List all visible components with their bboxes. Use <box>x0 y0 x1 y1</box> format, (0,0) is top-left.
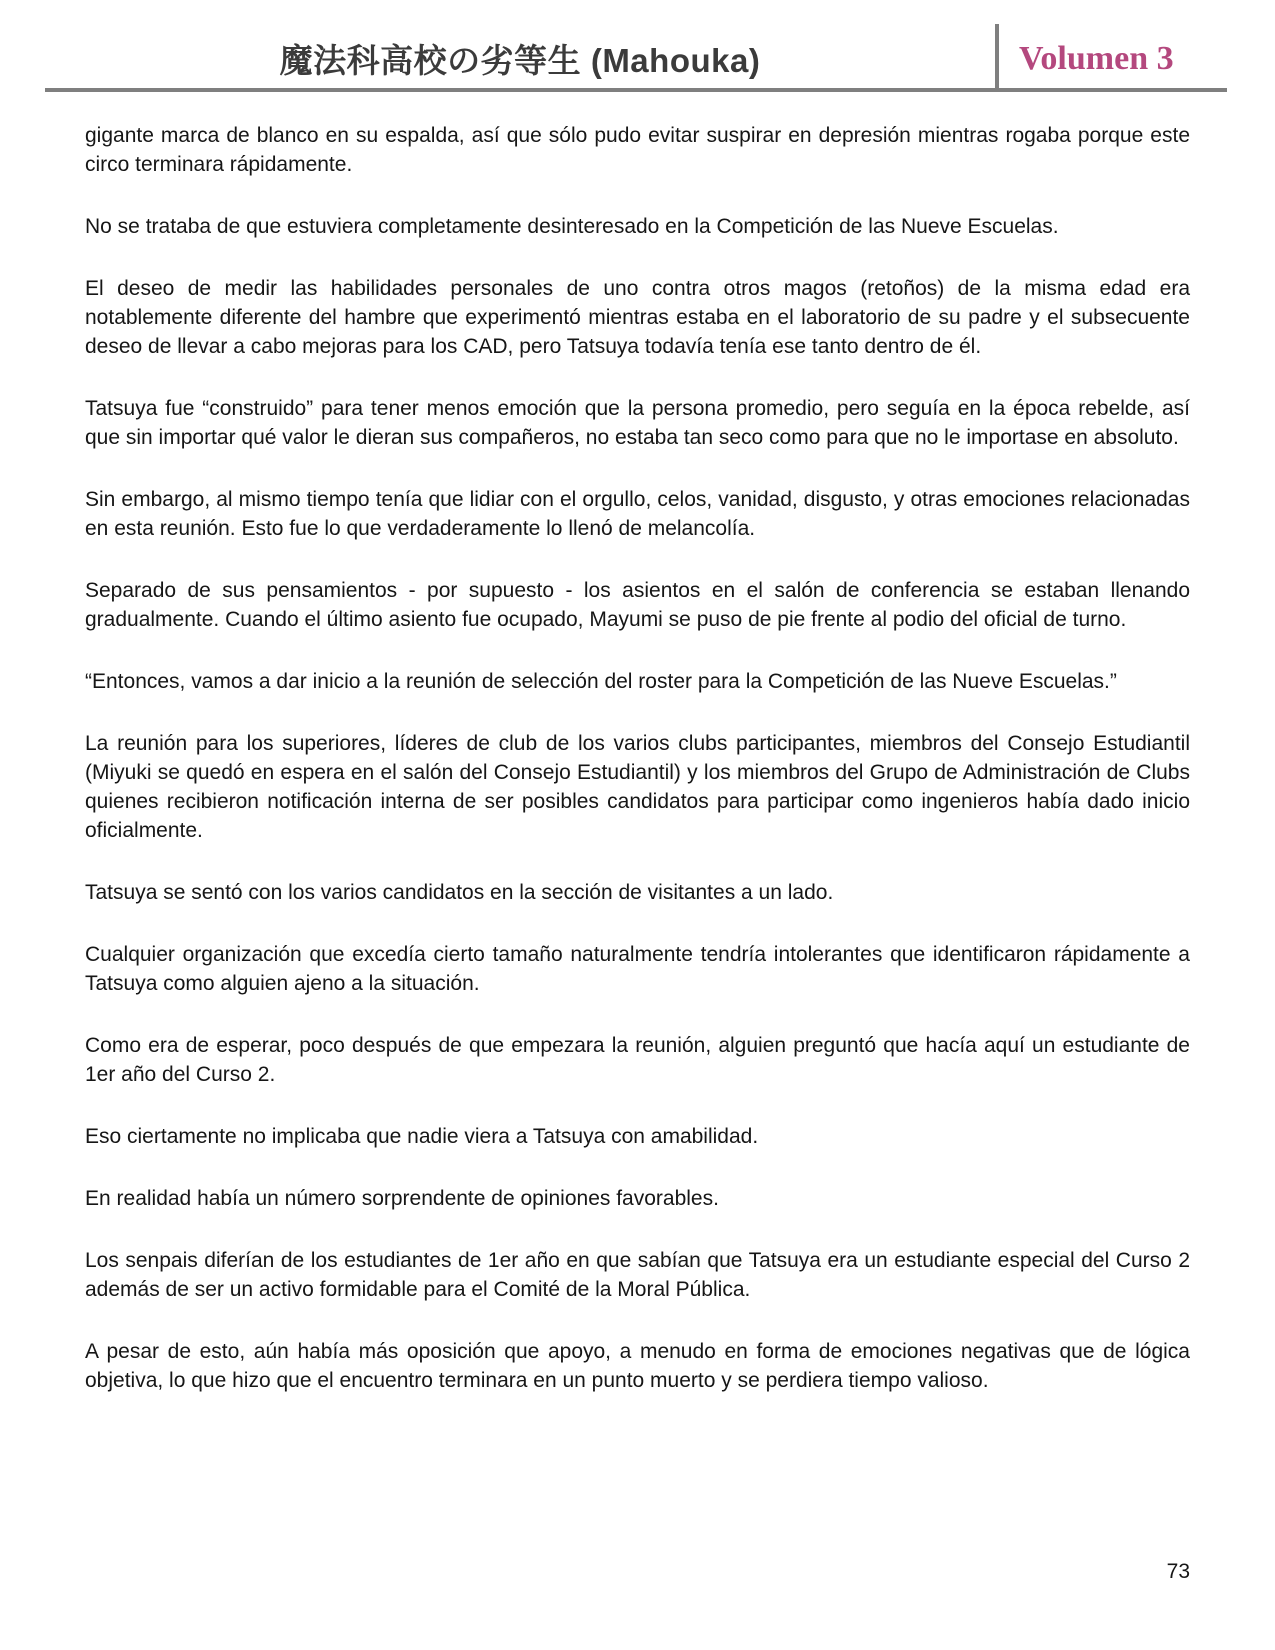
paragraph-4: Tatsuya fue “construido” para tener menos emoción que la persona promedio, pero seguía en la época rebelde, así que sin importar qué valor le dieran sus compañeros, no estaba tan seco como para que no le importase en absoluto. <box>85 397 1190 449</box>
paragraph-1: gigante marca de blanco en su espalda, así que sólo pudo evitar suspirar en depresión mientras rogaba porque este circo terminara rápidamente. <box>85 124 1190 176</box>
header-volume-area <box>999 0 1227 88</box>
paragraph-15: A pesar de esto, aún había más oposición que apoyo, a menudo en forma de emociones negativas que de lógica objetiva, lo que hizo que el encuentro terminara en un punto muerto y se perdiera tiempo valioso. <box>85 1340 1190 1392</box>
paragraph-11: Como era de esperar, poco después de que empezara la reunión, alguien preguntó que hacía aquí un estudiante de 1er año del Curso 2. <box>85 1034 1190 1086</box>
paragraph-10: Cualquier organización que excedía cierto tamaño naturalmente tendría intolerantes que identificaron rápidamente a Tatsuya como alguien ajeno a la situación. <box>85 943 1190 995</box>
header-title-area <box>45 0 995 88</box>
volume-label: Volumen 3 <box>1019 40 1174 77</box>
paragraph-8: La reunión para los superiores, líderes de club de los varios clubs participantes, miembros del Consejo Estudiantil (Miyuki se quedó en espera en el salón del Consejo Estudiantil) y los miembros del Grupo de Administración de Clubs quienes recibieron notificación interna de ser posibles candidatos para participar como ingenieros había dado inicio oficialmente. <box>85 732 1190 842</box>
paragraph-6: Separado de sus pensamientos - por supuesto - los asientos en el salón de conferencia se estaban llenando gradualmente. Cuando el último asiento fue ocupado, Mayumi se puso de pie frente al podio del oficial de turno. <box>85 579 1190 631</box>
paragraph-7: “Entonces, vamos a dar inicio a la reunión de selección del roster para la Competición de las Nueve Escuelas.” <box>85 670 1117 693</box>
page-number: 73 <box>1166 1560 1190 1583</box>
paragraph-5: Sin embargo, al mismo tiempo tenía que lidiar con el orgullo, celos, vanidad, disgusto, y otras emociones relacionadas en esta reunión. Esto fue lo que verdaderamente lo llenó de melancolía. <box>85 488 1190 540</box>
paragraph-14: Los senpais diferían de los estudiantes de 1er año en que sabían que Tatsuya era un estudiante especial del Curso 2 además de ser un activo formidable para el Comité de la Moral Pública. <box>85 1249 1190 1301</box>
paragraph-3: El deseo de medir las habilidades personales de uno contra otros magos (retoños) de la misma edad era notablemente diferente del hambre que experimentó mientras estaba en el laboratorio de su padre y el subsecuente deseo de llevar a cabo mejoras para los CAD, pero Tatsuya todavía tenía ese tanto dentro de él. <box>85 277 1190 358</box>
paragraph-13: En realidad había un número sorprendente de opiniones favorables. <box>85 1187 719 1210</box>
paragraph-2: No se trataba de que estuviera completamente desinteresado en la Competición de las Nueve Escuelas. <box>85 215 1059 238</box>
document-title: 魔法科高校の劣等生 (Mahouka) <box>279 42 761 79</box>
paragraph-12: Eso ciertamente no implicaba que nadie viera a Tatsuya con amabilidad. <box>85 1125 759 1148</box>
body-text <box>85 121 1190 1428</box>
page-header <box>45 0 1227 92</box>
paragraph-9: Tatsuya se sentó con los varios candidatos en la sección de visitantes a un lado. <box>85 881 834 904</box>
